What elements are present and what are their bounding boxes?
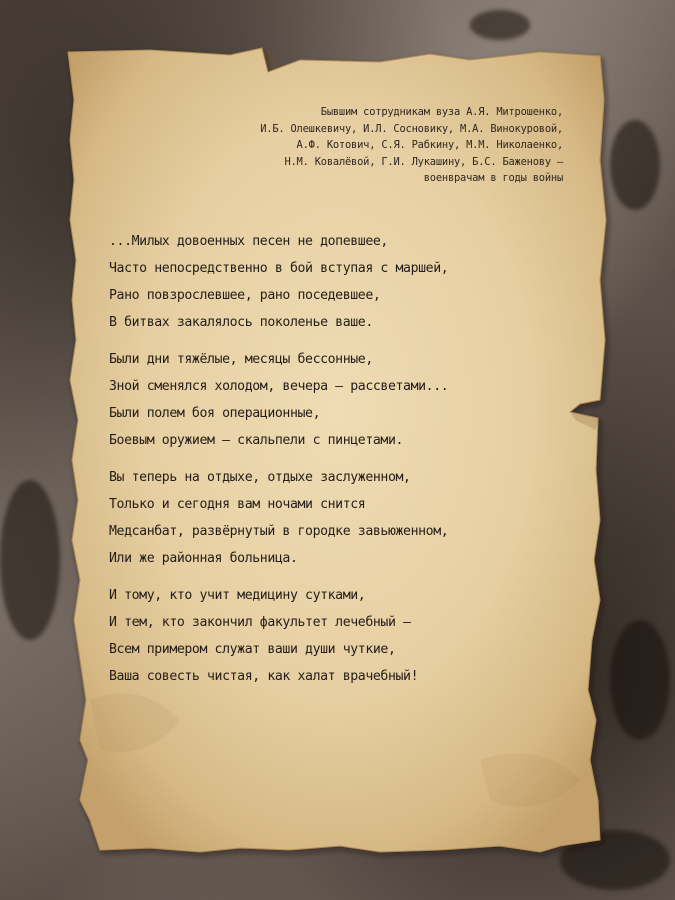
dedication-line: Бывшим сотрудникам вуза А.Я. Митрошенко, bbox=[320, 106, 563, 118]
poem-line: Или же районная больница. bbox=[109, 551, 298, 566]
poem-line: Медсанбат, развёрнутый в городке завьюженном, bbox=[109, 524, 449, 539]
dedication-line: военврачам в годы войны bbox=[423, 172, 563, 185]
poem-line: Зной сменялся холодом, вечера – рассветами... bbox=[109, 379, 449, 394]
poem-line: В битвах закалялось поколенье ваше. bbox=[109, 315, 373, 330]
dedication-line: Н.М. Ковалёвой, Г.И. Лукашину, Б.С. Баженову – bbox=[284, 155, 563, 168]
poem-line: Были дни тяжёлые, месяцы бессонные, bbox=[109, 352, 373, 367]
poem-line: Всем примером служат ваши души чуткие, bbox=[109, 642, 396, 657]
dedication bbox=[143, 104, 563, 187]
poem-line: И тому, кто учит медицину сутками, bbox=[109, 588, 366, 603]
poem-line: Боевым оружием – скальпели с пинцетами. bbox=[109, 433, 404, 448]
poem-line: И тем, кто закончил факультет лечебный – bbox=[109, 615, 411, 630]
poem-line: Вы теперь на отдыхе, отдыхе заслуженном, bbox=[109, 470, 411, 485]
dedication-line: И.Б. Олешкевичу, И.Л. Сосновику, М.А. Винокуровой, bbox=[260, 122, 563, 135]
poem-line: ...Милых довоенных песен не допевшее, bbox=[109, 234, 388, 249]
poem-line: Были полем боя операционные, bbox=[109, 406, 321, 421]
poem-line: Часто непосредственно в бой вступая с маршей, bbox=[109, 261, 449, 276]
stanza-1 bbox=[109, 228, 579, 336]
poem-line: Только и сегодня вам ночами снится bbox=[109, 497, 366, 512]
poem-line: Рано повзрослевшее, рано поседевшее, bbox=[109, 288, 381, 303]
poem bbox=[109, 228, 579, 700]
dedication-line: А.Ф. Котович, С.Я. Рабкину, М.М. Николаенко, bbox=[296, 139, 563, 152]
stanza-2 bbox=[109, 346, 579, 454]
stanza-4 bbox=[109, 582, 579, 690]
stanza-3 bbox=[109, 464, 579, 572]
poem-line: Ваша совесть чистая, как халат врачебный! bbox=[109, 669, 419, 684]
